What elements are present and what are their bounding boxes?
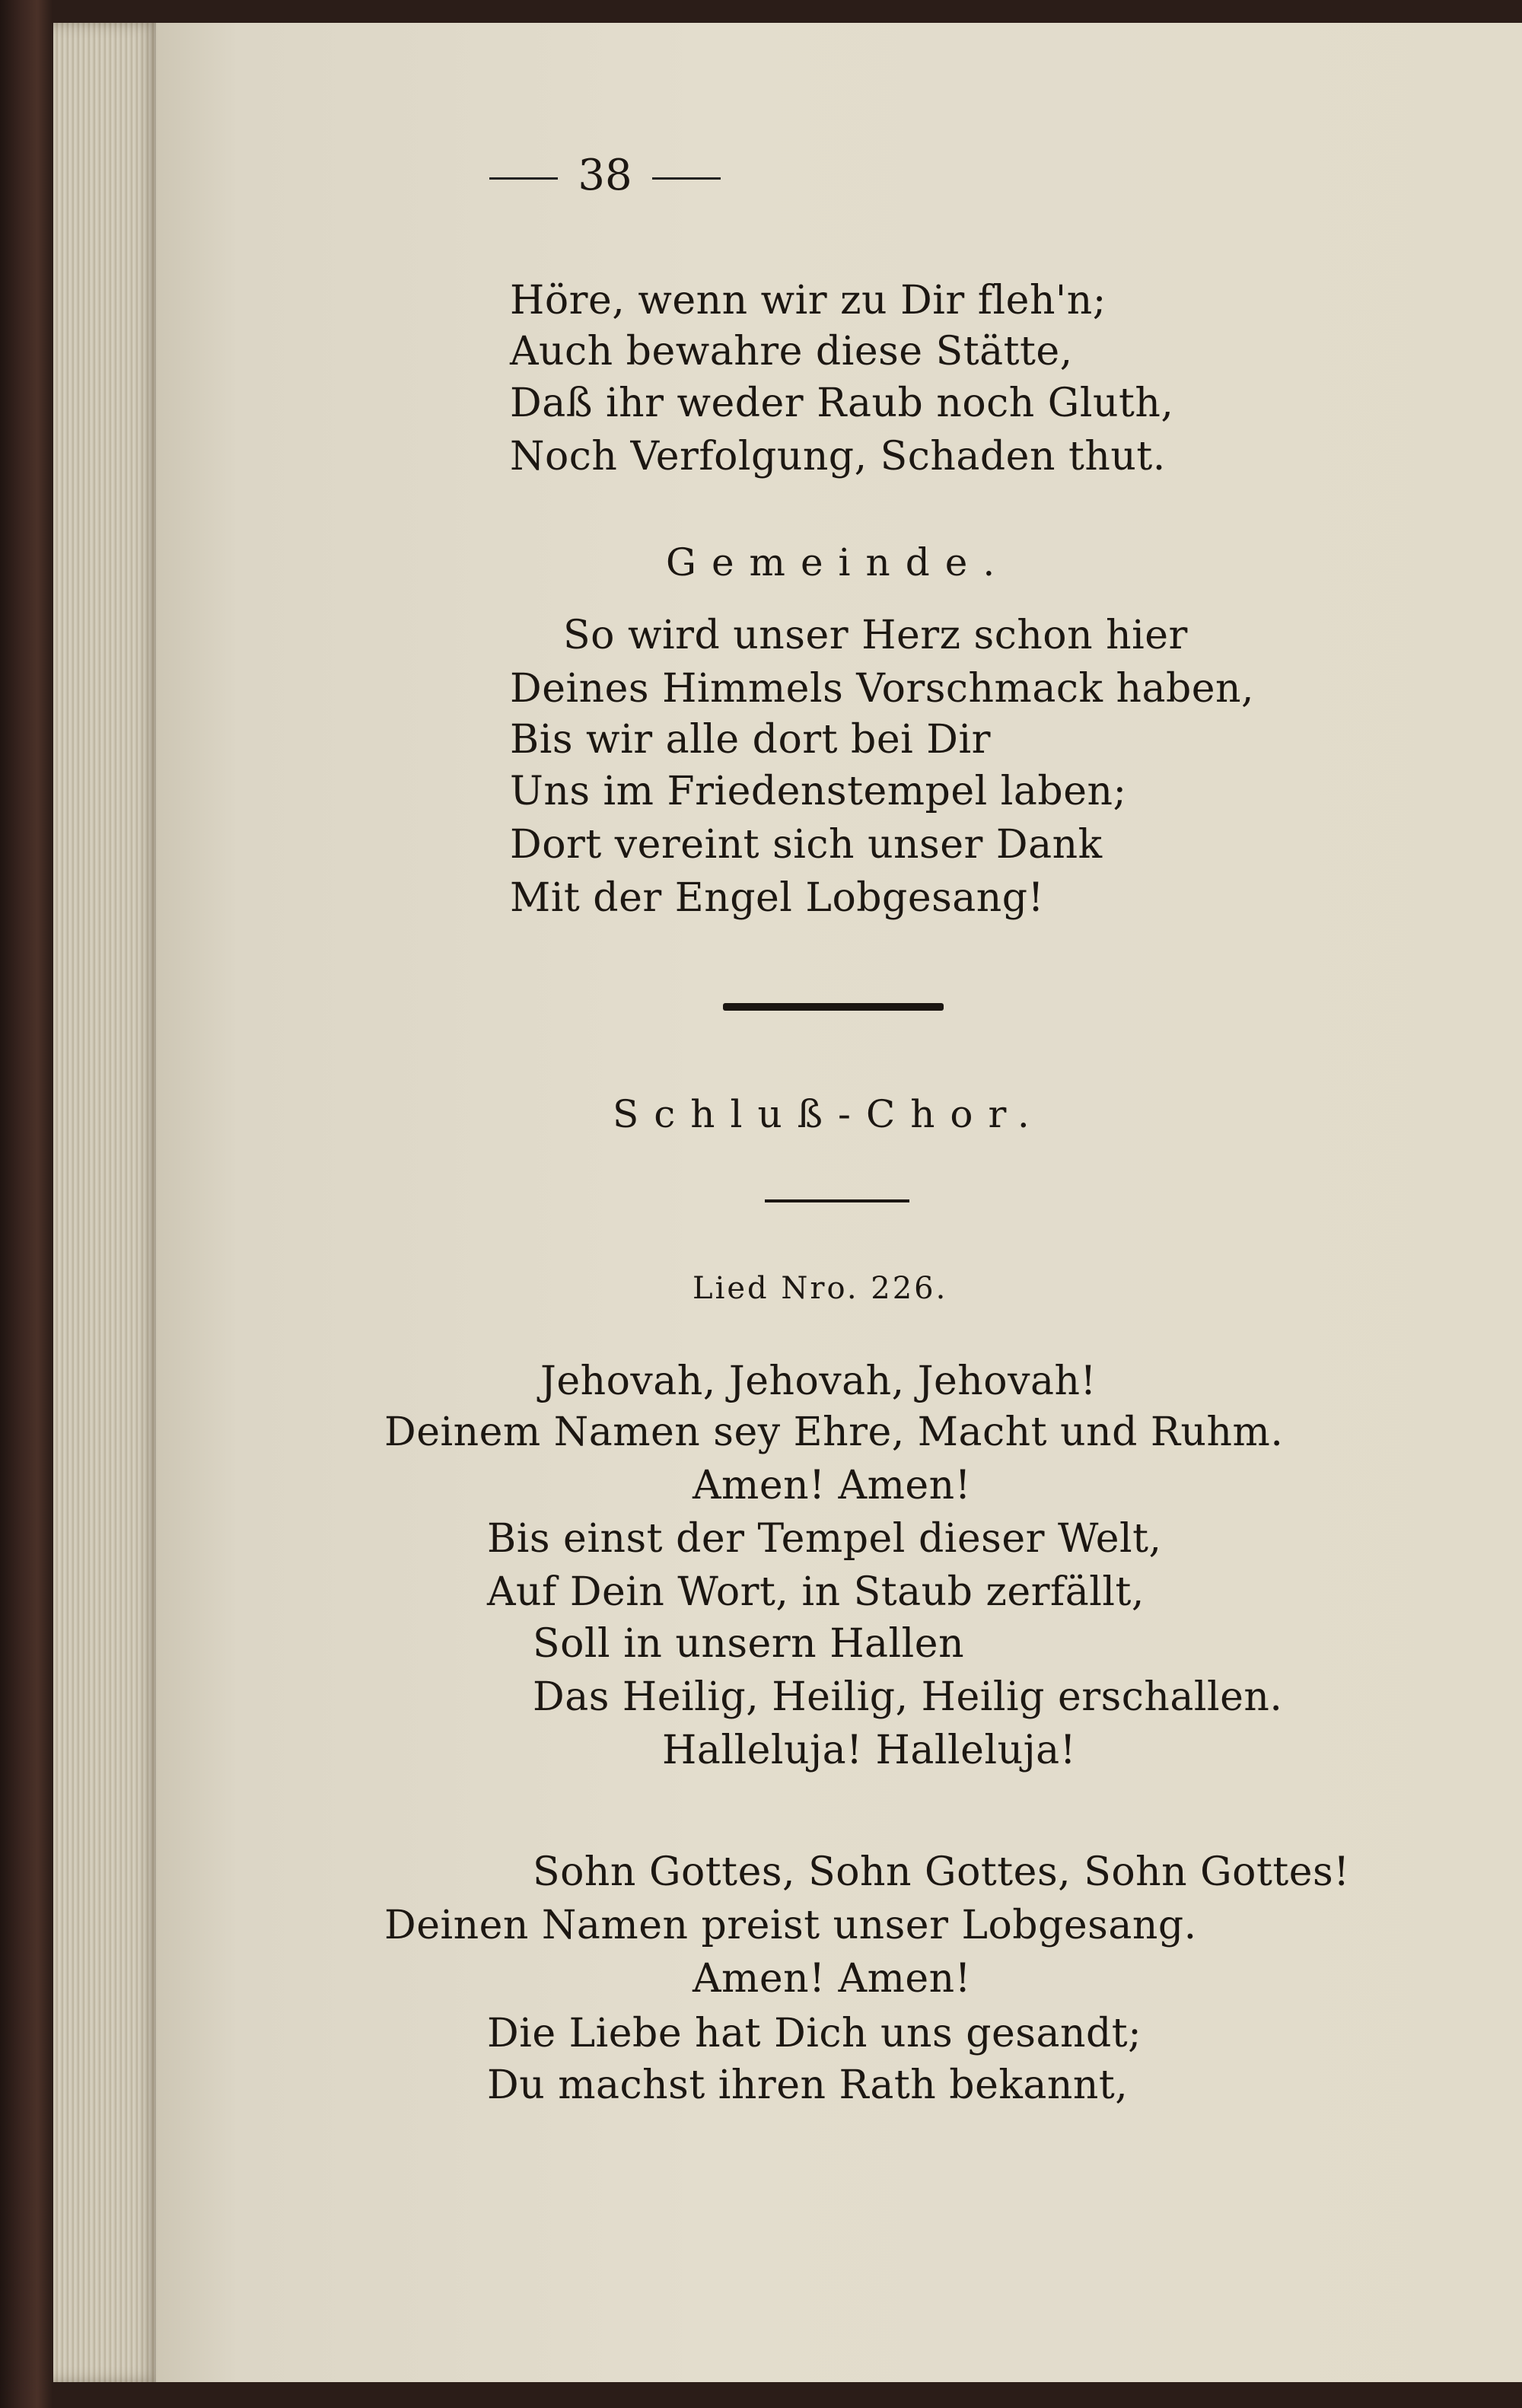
chorus-verse-1-line: Das Heilig, Heilig, Heilig erschallen. — [533, 1674, 1283, 1720]
stanza-1-line: Daß ihr weder Raub noch Gluth, — [510, 381, 1174, 426]
gemeinde-line: Mit der Engel Lobgesang! — [510, 875, 1044, 921]
chorus-verse-2-line: Die Liebe hat Dich uns gesandt; — [487, 2011, 1142, 2056]
chorus-verse-1-line: Deinem Namen sey Ehre, Macht und Ruhm. — [384, 1409, 1284, 1455]
stanza-1-line: Auch bewahre diese Stätte, — [510, 329, 1073, 374]
section-divider-rule — [723, 1003, 944, 1011]
schluss-chor-heading: Schluß-Chor. — [613, 1092, 1045, 1136]
heading-underline-rule — [765, 1199, 909, 1202]
chorus-verse-1-line: Amen! Amen! — [693, 1463, 972, 1508]
stanza-1-line: Höre, wenn wir zu Dir fleh'n; — [510, 278, 1106, 323]
book-cover-edge — [0, 0, 53, 2408]
gemeinde-line: So wird unser Herz schon hier — [563, 613, 1188, 658]
page-number-dash-right — [652, 177, 721, 180]
chorus-verse-1-line: Soll in unsern Hallen — [533, 1621, 965, 1667]
chorus-verse-2-line: Amen! Amen! — [693, 1956, 972, 2002]
chorus-verse-1-line: Jehovah, Jehovah, Jehovah! — [540, 1358, 1097, 1404]
gemeinde-line: Bis wir alle dort bei Dir — [510, 717, 991, 763]
chorus-verse-1-line: Halleluja! Halleluja! — [662, 1728, 1077, 1773]
chorus-verse-2-line: Deinen Namen preist unser Lobgesang. — [384, 1903, 1197, 1948]
chorus-verse-2-line: Du machst ihren Rath bekannt, — [487, 2062, 1129, 2108]
gemeinde-line: Uns im Friedenstempel laben; — [510, 769, 1127, 814]
stanza-1-line: Noch Verfolgung, Schaden thut. — [510, 434, 1166, 479]
gemeinde-line: Deines Himmels Vorschmack haben, — [510, 666, 1255, 712]
gemeinde-heading: Gemeinde. — [666, 540, 1011, 584]
page — [156, 23, 1522, 2382]
chorus-verse-2-line: Sohn Gottes, Sohn Gottes, Sohn Gottes! — [533, 1849, 1350, 1895]
page-number-dash-left — [489, 177, 558, 180]
chorus-verse-1-line: Bis einst der Tempel dieser Welt, — [487, 1516, 1162, 1562]
song-reference: Lied Nro. 226. — [693, 1271, 948, 1306]
chorus-verse-1-line: Auf Dein Wort, in Staub zerfällt, — [487, 1569, 1145, 1615]
page-number: 38 — [156, 151, 1054, 200]
gemeinde-line: Dort vereint sich unser Dank — [510, 822, 1103, 868]
page-stack-edges — [53, 23, 160, 2382]
